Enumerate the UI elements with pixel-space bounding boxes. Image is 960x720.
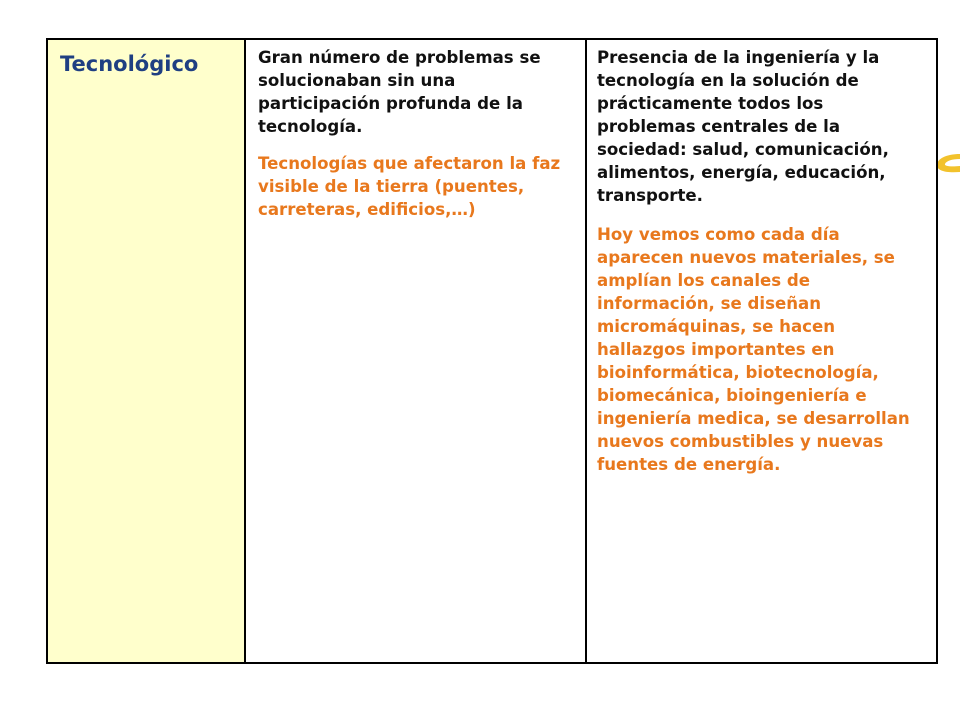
present-cell: [586, 39, 937, 663]
row-label: Tecnológico: [60, 52, 199, 76]
past-cell: [245, 39, 586, 663]
table-row: [47, 39, 937, 663]
present-highlight: Hoy vemos como cada día aparecen nuevos materiales, se amplían los canales de información, se diseñan micromáquinas, se hacen hallazgos importantes en bioinformática, biotecnología, biomecánica, bioingeniería e ingeniería medica, se desarrollan nuevos combustibles y nuevas fuentes de energía.: [597, 225, 910, 474]
comparison-table: [46, 38, 938, 664]
past-highlight: Tecnologías que afectaron la faz visible de la tierra (puentes, carreteras, edificios,…): [258, 154, 561, 219]
past-statement: Gran número de problemas se solucionaban sin una participación profunda de la tecnología.: [258, 48, 541, 136]
row-label-cell: [47, 39, 245, 663]
present-statement: Presencia de la ingeniería y la tecnología en la solución de prácticamente todos los problemas centrales de la sociedad: salud, comunicación, alimentos, energía, educación, transporte.: [597, 48, 889, 205]
